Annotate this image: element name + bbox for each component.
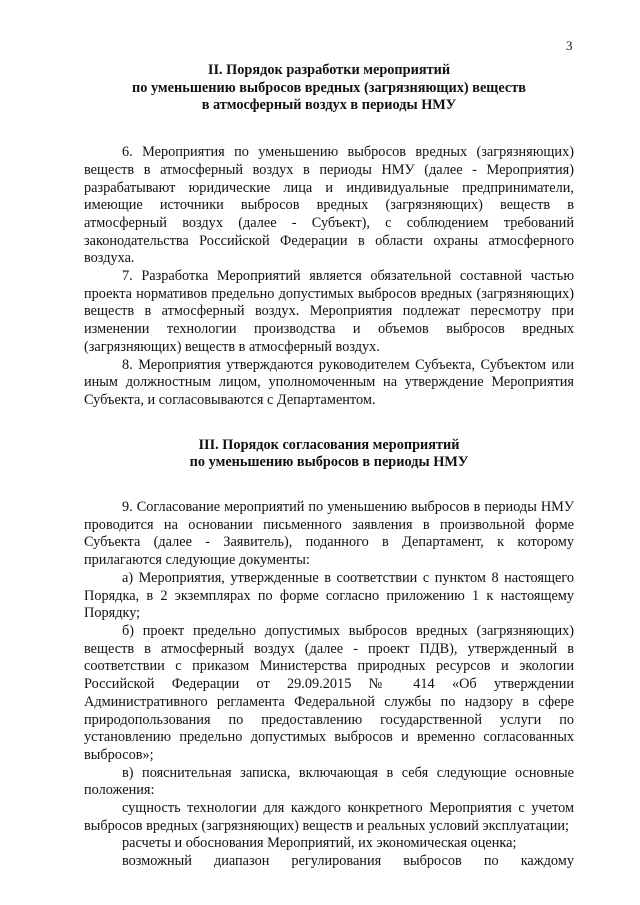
sub-item-calculations: расчеты и обоснования Мероприятий, их экономическая оценка; [122,835,517,852]
document-body [84,62,574,871]
sub-item-range: возможный диапазон регулирования выбросов по каждому [122,853,574,870]
heading-line: в атмосферный воздух в периоды НМУ [201,97,457,114]
item-a: а) Мероприятия, утвержденные в соответствии с пунктом 8 настоящего Порядка, в 2 экземплярах по форме согласно приложению 1 к настоящему Порядку; [84,569,574,622]
section-2-heading [84,62,574,115]
paragraph-7: 7. Разработка Мероприятий является обязательной составной частью проекта нормативов предельно допустимых выбросов вредных (загрязняющих) веществ в атмосферный воздух. Мероприятия подлежат пересмотру при изменении технологии производства и объемов выбросов вредных (загрязняющих) веществ в атмосферный воздух. [84,268,574,355]
section-3-heading [84,437,574,472]
heading-line: по уменьшению выбросов в периоды НМУ [189,454,469,471]
paragraph-6: 6. Мероприятия по уменьшению выбросов вредных (загрязняющих) веществ в атмосферный воздух в периоды НМУ (далее - Мероприятия) разрабатывают юридические лица и индивидуальные предприниматели, имеющие источники выбросов вредных (загрязняющих) веществ в атмосферный воздух (далее - Субъект), с соблюдением требований законодательства Российской Федерации в области охраны атмосферного воздуха. [84,144,574,267]
heading-line: по уменьшению выбросов вредных (загрязняющих) веществ [132,79,526,96]
item-v: в) пояснительная записка, включающая в себя следующие основные положения: [84,764,574,799]
item-b: б) проект предельно допустимых выбросов вредных (загрязняющих) веществ в атмосферный воздух (далее - проект ПДВ), утвержденный в соответствии с приказом Министерства природных ресурсов и экологии Российской Федерации от 29.09.2015 № 414 «Об утверждении Административного регламента Федеральной службы по надзору в сфере природопользования по предоставлению государственной услуги по установлению предельно допустимых выбросов и временно согласованных выбросов»; [84,622,574,763]
heading-line: III. Порядок согласования мероприятий [198,436,460,453]
sub-item-technology: сущность технологии для каждого конкретного Мероприятия с учетом выбросов вредных (загрязняющих) веществ и реальных условий эксплуатации; [84,800,574,834]
paragraph-9: 9. Согласование мероприятий по уменьшению выбросов в периоды НМУ проводится на основании письменного заявления в произвольной форме Субъекта (далее - Заявитель), поданного в Департамент, к которому прилагаются следующие документы: [84,499,574,569]
paragraph-8: 8. Мероприятия утверждаются руководителем Субъекта, Субъектом или иным должностным лицом, уполномоченным на утверждение Мероприятия Субъекта, и согласовываются с Департаментом. [84,356,574,408]
heading-line: II. Порядок разработки мероприятий [207,62,451,78]
page-number: 3 [566,38,573,53]
